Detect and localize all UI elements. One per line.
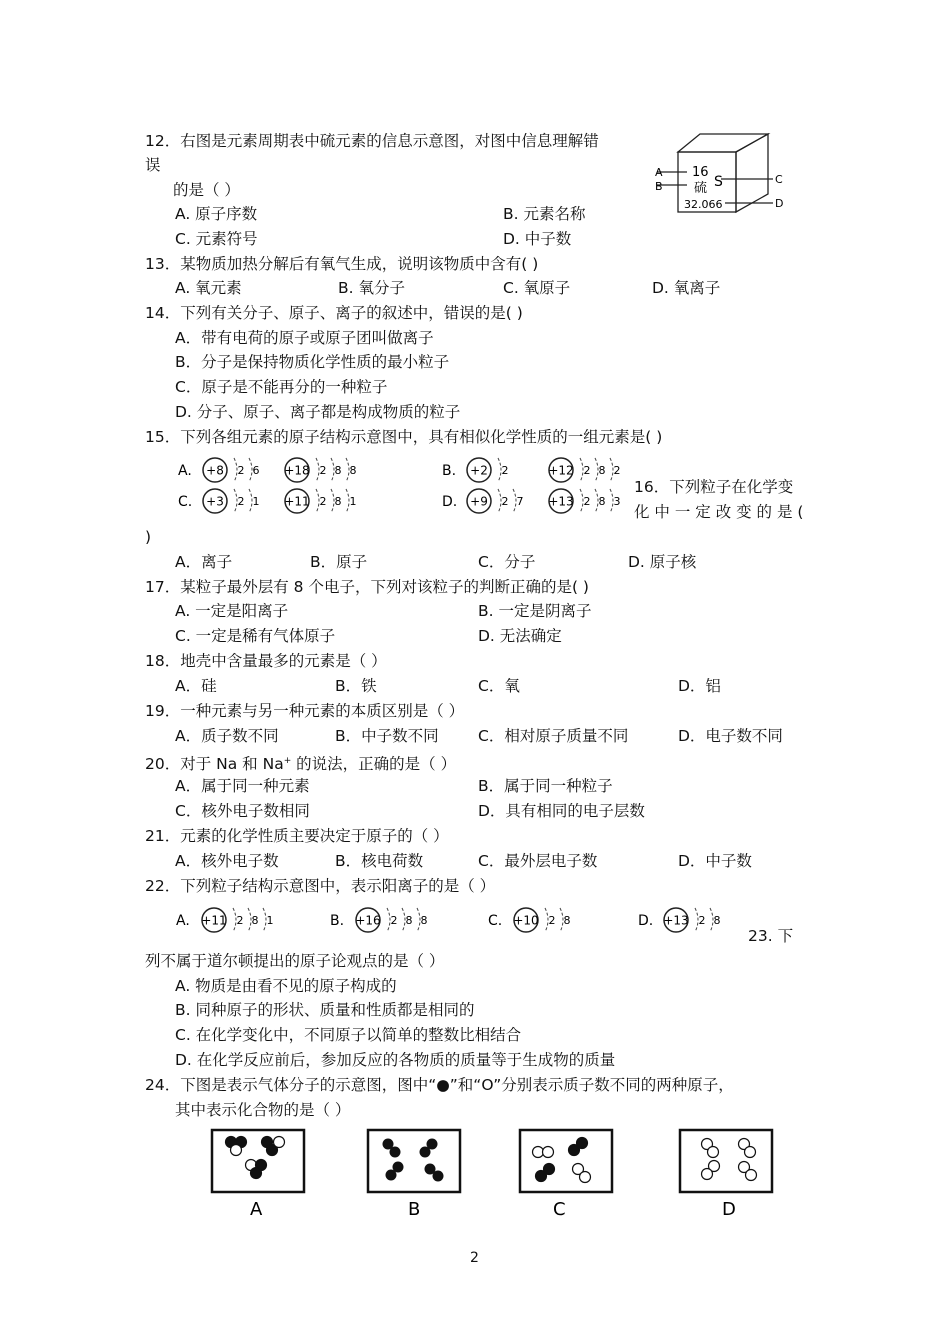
box-label-a: A (250, 1199, 263, 1220)
box-label-c: C (553, 1199, 566, 1220)
shell-electron-count: 8 (334, 464, 342, 477)
cube-element-symbol: S (714, 174, 723, 190)
q13-stem: 13．某物质加热分解后有氧气生成，说明该物质中含有( ) (145, 255, 539, 273)
box-label-b: B (408, 1199, 421, 1220)
q22-option-letter: B. (330, 913, 345, 929)
q17-option-c: C. 一定是稀有气体原子 (175, 627, 336, 645)
q23-stem-line2: 列不属于道尔顿提出的原子论观点的是（ ） (145, 952, 445, 970)
nucleus-charge: +12 (548, 463, 574, 478)
shell-electron-count: 2 (501, 464, 509, 477)
q14-option-c: C．原子是不能再分的一种粒子 (175, 378, 388, 396)
q21-option-b: B．核电荷数 (335, 852, 424, 870)
q19-option-d: D．电子数不同 (678, 727, 783, 745)
shell-electron-count: 8 (349, 464, 357, 477)
q18-option-b: B．铁 (335, 677, 377, 695)
shell-electron-count: 1 (252, 495, 260, 508)
q19-option-a: A．质子数不同 (175, 727, 279, 745)
q22-option-letter: A. (176, 913, 190, 929)
shell-electron-count: 8 (251, 914, 259, 927)
q23-option-d: D. 在化学反应前后，参加反应的各物质的质量等于生成物的质量 (175, 1051, 616, 1069)
shell-electron-count: 8 (405, 914, 413, 927)
q16-stem-line3: ) (145, 528, 152, 546)
q20-option-d: D．具有相同的电子层数 (478, 802, 645, 820)
q15-option-letter: A. (178, 463, 192, 479)
nucleus-charge: +16 (355, 913, 381, 928)
box-b-molecules (383, 1139, 444, 1182)
q14-stem: 14．下列有关分子、原子、离子的叙述中，错误的是( ) (145, 304, 523, 322)
q17-option-a: A. 一定是阳离子 (175, 602, 289, 620)
q15-atom-diagram (467, 458, 509, 482)
q16-stem-line2: 化 中 一 定 改 变 的 是 ( (634, 503, 804, 521)
q21-option-d: D．中子数 (678, 852, 752, 870)
nucleus-charge: +13 (663, 913, 689, 928)
q15-atom-diagram (548, 489, 620, 513)
cube-label-d: D (775, 197, 784, 210)
shell-electron-count: 2 (237, 464, 245, 477)
box-c-molecules (533, 1138, 591, 1183)
nucleus-charge: +13 (548, 494, 574, 509)
q13-option-c: C. 氧原子 (503, 279, 571, 297)
cube-atomic-mass: 32.066 (684, 198, 723, 211)
shell-electron-count: 8 (563, 914, 571, 927)
q12-option-d: D. 中子数 (503, 230, 572, 248)
q12-stem-line3: 的是（ ） (173, 181, 240, 199)
nucleus-charge: +11 (201, 913, 227, 928)
q15-atom-diagrams (170, 455, 620, 520)
q22-atom-diagrams (170, 902, 740, 938)
nucleus-charge: +2 (470, 463, 488, 478)
q15-stem: 15．下列各组元素的原子结构示意图中，具有相似化学性质的一组元素是( ) (145, 428, 663, 446)
q15-option-letter: D. (442, 494, 458, 510)
q16-option-d: D. 原子核 (628, 553, 697, 571)
page-number: 2 (470, 1250, 479, 1266)
shell-electron-count: 7 (516, 495, 524, 508)
sulfur-element-cube-figure (655, 130, 790, 220)
q12-option-c: C. 元素符号 (175, 230, 258, 248)
cube-atomic-number: 16 (692, 165, 709, 180)
q19-option-b: B．中子数不同 (335, 727, 439, 745)
q23-stem-line1: 23. 下 (748, 927, 794, 945)
shell-electron-count: 1 (266, 914, 274, 927)
q22-atom-diagram (201, 908, 273, 932)
cube-label-c: C (775, 173, 783, 186)
q13-option-b: B. 氧分子 (338, 279, 405, 297)
q13-option-d: D. 氧离子 (652, 279, 721, 297)
nucleus-charge: +9 (470, 494, 488, 509)
q22-stem: 22．下列粒子结构示意图中，表示阳离子的是（ ） (145, 877, 496, 895)
q22-atom-diagram (663, 908, 720, 932)
q15-option-letter: C. (178, 494, 193, 510)
q22-option-letter: C. (488, 913, 503, 929)
q15-atom-diagram (203, 458, 260, 482)
shell-electron-count: 2 (583, 495, 591, 508)
shell-electron-count: 6 (252, 464, 260, 477)
q23-option-b: B. 同种原子的形状、质量和性质都是相同的 (175, 1001, 475, 1019)
q12-stem-line1: 12．右图是元素周期表中硫元素的信息示意图，对图中信息理解错 (145, 132, 599, 150)
q16-option-a: A．离子 (175, 553, 233, 571)
q18-option-d: D．铝 (678, 677, 721, 695)
q16-stem-line1: 16．下列粒子在化学变 (634, 478, 794, 496)
q12-option-b: B. 元素名称 (503, 205, 586, 223)
q23-option-a: A. 物质是由看不见的原子构成的 (175, 977, 397, 995)
shell-electron-count: 2 (237, 495, 245, 508)
q21-option-c: C．最外层电子数 (478, 852, 598, 870)
q20-option-b: B．属于同一种粒子 (478, 777, 613, 795)
q24-stem-line1: 24．下图是表示气体分子的示意图，图中“●”和“O”分别表示质子数不同的两种原子， (145, 1076, 734, 1094)
q17-option-b: B. 一定是阴离子 (478, 602, 592, 620)
q14-option-b: B．分子是保持物质化学性质的最小粒子 (175, 353, 450, 371)
q15-option-letter: B. (442, 463, 457, 479)
shell-electron-count: 2 (583, 464, 591, 477)
box-a-molecules (226, 1137, 285, 1179)
q20-stem-post: 的说法，正确的是（ ） (291, 755, 457, 774)
q24-molecule-boxes (200, 1122, 790, 1222)
nucleus-charge: +3 (206, 494, 224, 509)
q16-option-b: B．原子 (310, 553, 368, 571)
q20-stem-sup: + (283, 756, 292, 766)
q20-option-c: C．核外电子数相同 (175, 802, 310, 820)
q18-option-a: A．硅 (175, 677, 217, 695)
nucleus-charge: +11 (284, 494, 310, 509)
cube-label-a: A (655, 166, 663, 179)
shell-electron-count: 1 (349, 495, 357, 508)
q17-stem: 17．某粒子最外层有 8 个电子，下列对该粒子的判断正确的是( ) (145, 578, 589, 596)
shell-electron-count: 2 (501, 495, 509, 508)
shell-electron-count: 2 (613, 464, 620, 477)
q12-stem-line2: 误 (145, 156, 161, 174)
shell-electron-count: 2 (698, 914, 706, 927)
q20-stem (145, 751, 456, 774)
q17-option-d: D. 无法确定 (478, 627, 562, 645)
shell-electron-count: 2 (548, 914, 556, 927)
q21-stem: 21．元素的化学性质主要决定于原子的（ ） (145, 827, 449, 845)
shell-electron-count: 2 (236, 914, 244, 927)
q21-option-a: A．核外电子数 (175, 852, 279, 870)
shell-electron-count: 8 (598, 464, 606, 477)
cube-label-b: B (655, 180, 663, 193)
box-d-molecules (702, 1139, 757, 1181)
q20-stem-pre: 20．对于 Na 和 Na (145, 755, 284, 774)
q15-atom-diagram (203, 489, 260, 513)
shell-electron-count: 2 (390, 914, 398, 927)
q14-option-a: A．带有电荷的原子或原子团叫做离子 (175, 329, 434, 347)
q13-option-a: A. 氧元素 (175, 279, 242, 297)
q14-option-d: D. 分子、原子、离子都是构成物质的粒子 (175, 403, 461, 421)
nucleus-charge: +10 (513, 913, 539, 928)
box-label-d: D (722, 1199, 736, 1220)
shell-electron-count: 8 (598, 495, 606, 508)
nucleus-charge: +8 (206, 463, 224, 478)
nucleus-charge: +18 (284, 463, 310, 478)
q16-option-c: C．分子 (478, 553, 536, 571)
shell-electron-count: 3 (613, 495, 620, 508)
shell-electron-count: 8 (334, 495, 342, 508)
shell-electron-count: 8 (420, 914, 428, 927)
q20-option-a: A．属于同一种元素 (175, 777, 310, 795)
q23-option-c: C. 在化学变化中，不同原子以简单的整数比相结合 (175, 1026, 522, 1044)
shell-electron-count: 2 (319, 495, 327, 508)
shell-electron-count: 2 (319, 464, 327, 477)
q22-atom-diagram (513, 908, 570, 932)
cube-element-name: 硫 (694, 181, 708, 196)
q15-atom-diagram (548, 458, 620, 482)
q18-stem: 18．地壳中含量最多的元素是（ ） (145, 652, 387, 670)
q19-option-c: C．相对原子质量不同 (478, 727, 629, 745)
q15-atom-diagram (467, 489, 524, 513)
q19-stem: 19．一种元素与另一种元素的本质区别是（ ） (145, 702, 465, 720)
q24-stem-line2: 其中表示化合物的是（ ） (175, 1101, 351, 1119)
q18-option-c: C．氧 (478, 677, 520, 695)
q12-option-a: A. 原子序数 (175, 205, 258, 223)
shell-electron-count: 8 (713, 914, 721, 927)
q15-atom-diagram (284, 489, 356, 513)
q22-atom-diagram (355, 908, 427, 932)
q22-option-letter: D. (638, 913, 654, 929)
q15-atom-diagram (284, 458, 356, 482)
